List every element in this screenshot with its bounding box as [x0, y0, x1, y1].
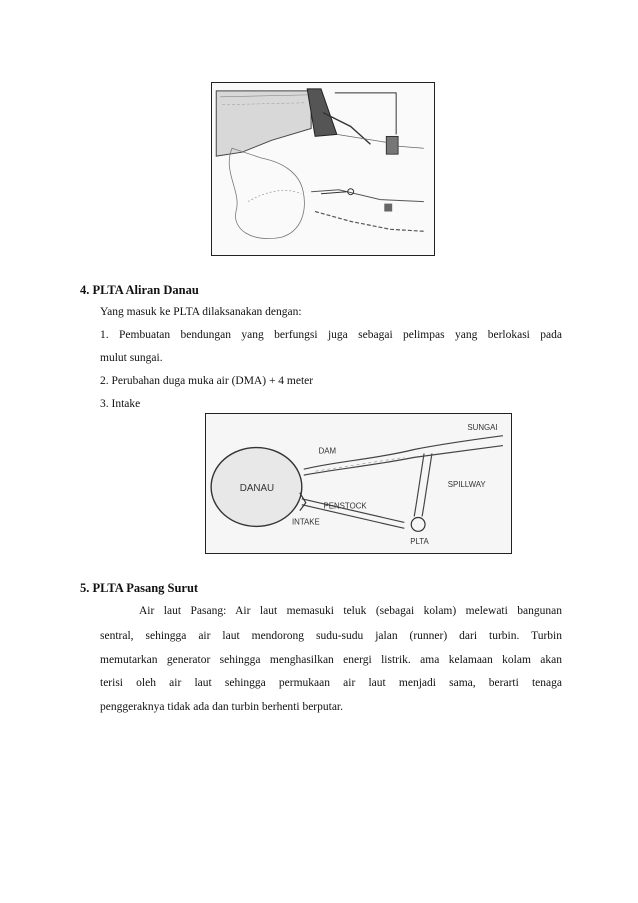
section-5-line-3: memutarkan generator sehingga menghasilkan energi listrik. ama kelamaan kolam akan — [100, 654, 562, 666]
lake-plta-diagram — [206, 414, 511, 553]
dam-section-diagram — [212, 83, 434, 255]
danau-label: DANAU — [239, 482, 275, 494]
section-4-item-3: 3. Intake — [100, 398, 141, 410]
dam-label: DAM — [318, 446, 337, 456]
spillway-label: SPILLWAY — [447, 479, 486, 489]
lake-plta-figure — [205, 413, 512, 554]
section-4-item-2: 2. Perubahan duga muka air (DMA) + 4 meter — [100, 375, 314, 387]
section-4-item-1-cont: mulut sungai. — [100, 352, 163, 364]
section-5-heading: 5. PLTA Pasang Surut — [80, 581, 199, 595]
section-5-line-2: sentral, sehingga air laut mendorong sudu-sudu jalan (runner) dari turbin. Turbin — [100, 630, 562, 642]
section-5-line-5: penggeraknya tidak ada dan turbin berhenti berputar. — [100, 701, 344, 713]
intake-label: INTAKE — [291, 517, 320, 527]
plta-label: PLTA — [410, 537, 429, 547]
penstock-label: PENSTOCK — [323, 501, 367, 511]
section-5-line-4: terisi oleh air laut sehingga permukaan air laut menjadi sama, berarti tenaga — [100, 677, 562, 689]
section-4-intro: Yang masuk ke PLTA dilaksanakan dengan: — [100, 306, 302, 318]
dam-section-figure — [211, 82, 435, 256]
section-4-item-1: 1. Pembuatan bendungan yang berfungsi juga sebagai pelimpas yang berlokasi pada — [100, 329, 562, 341]
section-4-heading: 4. PLTA Aliran Danau — [80, 283, 199, 297]
section-5-line-1: Air laut Pasang: Air laut memasuki teluk (sebagai kolam) melewati bangunan — [139, 605, 562, 617]
plta-symbol — [411, 518, 425, 532]
sungai-label: SUNGAI — [467, 422, 498, 432]
